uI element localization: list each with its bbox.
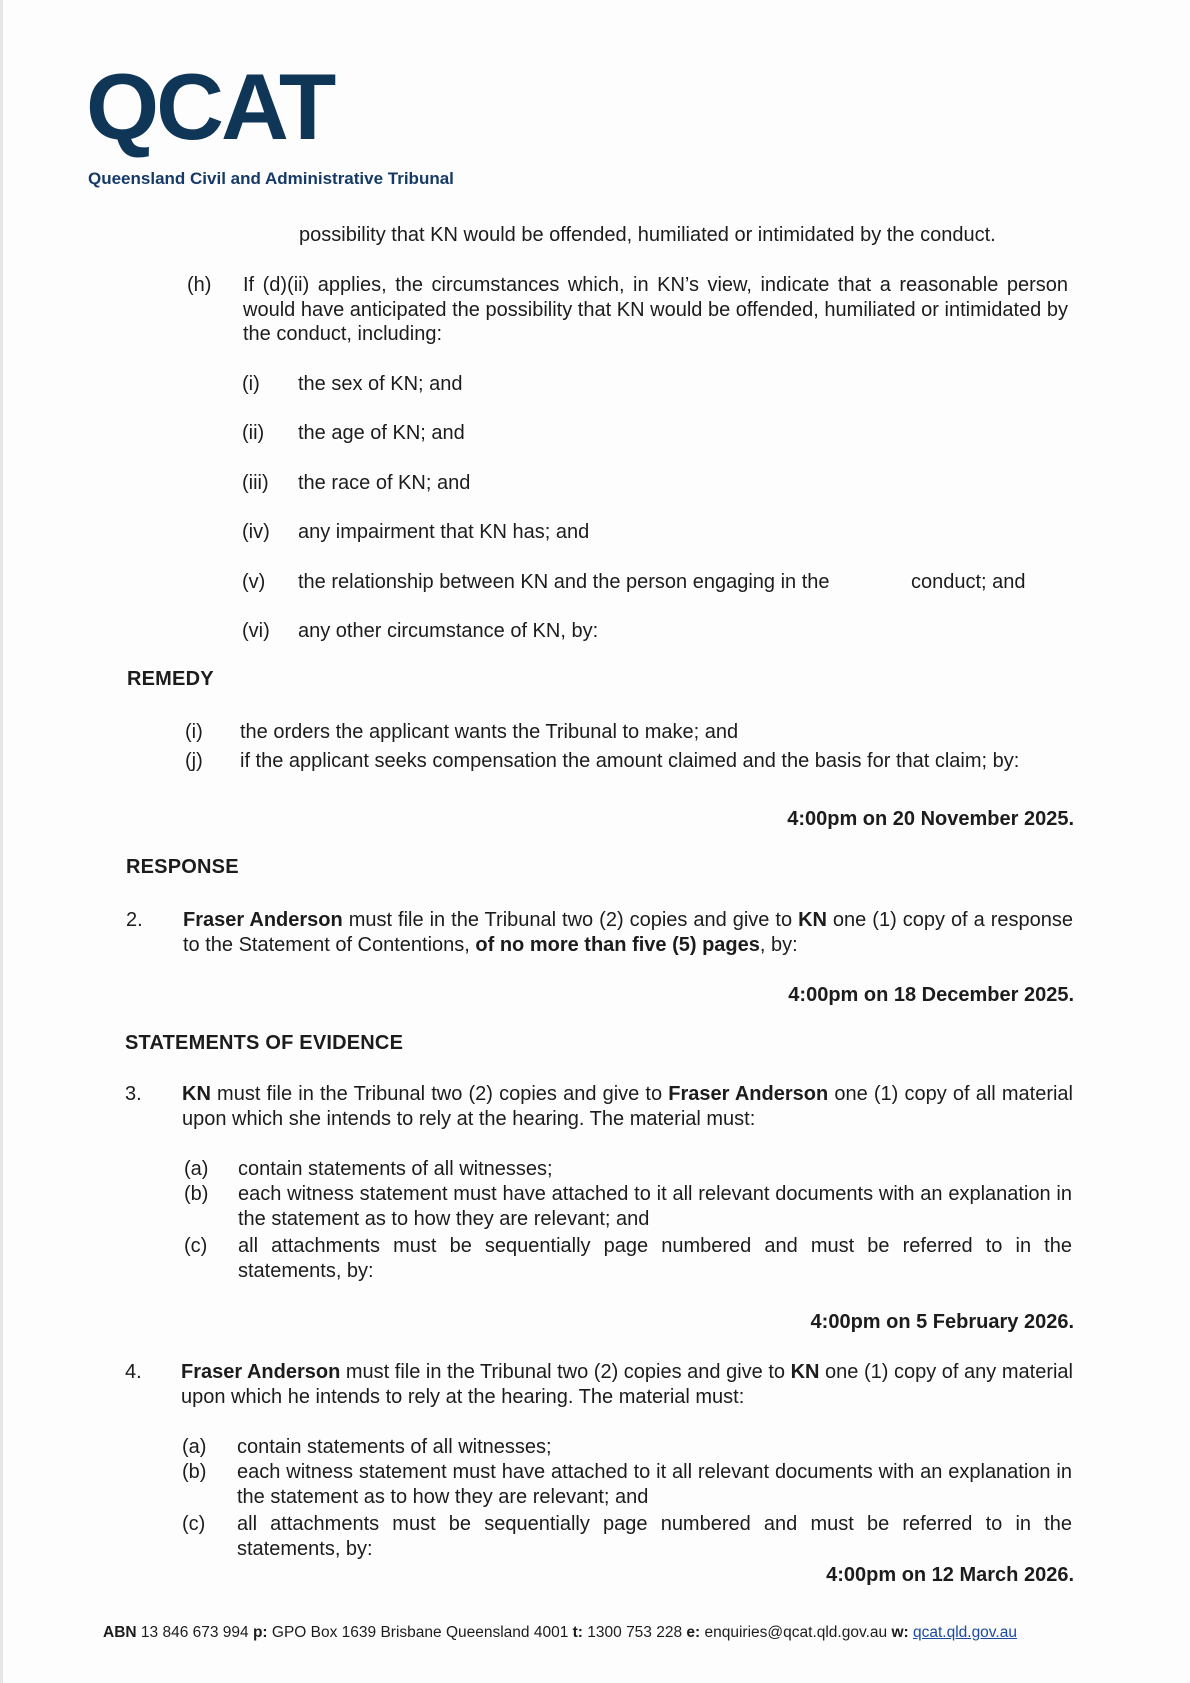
evidence-item-label: (c) — [182, 1513, 206, 1535]
postal-value: GPO Box 1639 Brisbane Queensland 4001 — [267, 1624, 573, 1641]
email-value: enquiries@qcat.qld.gov.au — [700, 1624, 892, 1641]
continuation-text: possibility that KN would be offended, humiliated or intimidated by the conduct. — [299, 224, 996, 246]
page-edge — [0, 0, 3, 1683]
web-label: w: — [891, 1624, 909, 1641]
order-text: one (1) copy of all material upon which she intends to rely at the hearing. The material must: — [182, 1083, 1073, 1130]
order-2-text — [183, 908, 1073, 957]
order-text: must file in the Tribunal two (2) copies and give to — [340, 1361, 791, 1383]
postal-label: p: — [252, 1624, 268, 1641]
order-3-text — [182, 1082, 1073, 1131]
email-label: e: — [686, 1624, 701, 1641]
evidence-item-text: each witness statement must have attached to it all relevant documents with an explanation in the statement as to how they are relevant; and — [237, 1461, 1072, 1508]
order-4-text — [181, 1360, 1073, 1409]
subitem-text: the race of KN; and — [298, 472, 471, 494]
evidence-item-text: contain statements of all witnesses; — [237, 1436, 552, 1458]
evidence-heading: STATEMENTS OF EVIDENCE — [125, 1032, 404, 1054]
order-text: must file in the Tribunal two (2) copies and give to — [210, 1083, 669, 1105]
order-text: , by: — [759, 933, 798, 956]
response-heading: RESPONSE — [126, 856, 239, 878]
abn-label: ABN — [103, 1624, 137, 1641]
remedy-item-label: (j) — [185, 750, 203, 772]
evidence-item-text: all attachments must be sequentially page numbered and must be referred to in the statements, by: — [237, 1513, 1072, 1560]
subitem-label: (iii) — [242, 472, 269, 494]
order-number: 3. — [125, 1083, 142, 1105]
footer-contact — [103, 1624, 1017, 1642]
response-deadline: 4:00pm on 18 December 2025. — [788, 984, 1074, 1006]
party-name: KN — [182, 1083, 211, 1105]
subitem-text: the sex of KN; and — [298, 373, 463, 395]
recipient-name: KN — [798, 909, 827, 931]
evidence-item-text: contain statements of all witnesses; — [238, 1158, 553, 1180]
subitem-text: the age of KN; and — [298, 422, 465, 444]
phone-label: t: — [572, 1624, 583, 1641]
party-name: Fraser Anderson — [183, 909, 343, 931]
phone-value: 1300 753 228 — [582, 1624, 687, 1641]
order-number: 4. — [125, 1361, 142, 1383]
page-limit: of no more than five (5) pages — [475, 933, 760, 956]
evidence-item-label: (b) — [184, 1183, 209, 1205]
evidence-item-label: (a) — [182, 1436, 207, 1458]
item-h-label: (h) — [187, 274, 212, 296]
order-3-deadline: 4:00pm on 5 February 2026. — [810, 1311, 1074, 1333]
evidence-item-label: (b) — [182, 1461, 207, 1483]
subitem-label: (iv) — [242, 521, 270, 543]
subitem-text: the relationship between KN and the person engaging in the — [298, 571, 830, 593]
remedy-heading: REMEDY — [127, 668, 214, 690]
subitem-label: (vi) — [242, 620, 270, 642]
item-h-text: If (d)(ii) applies, the circumstances which, in KN’s view, indicate that a reasonable person would have anticipated the possibility that KN would be offended, humiliated or intimidated by the conduct, including: — [243, 274, 1068, 345]
recipient-name: Fraser Anderson — [668, 1083, 829, 1105]
remedy-deadline: 4:00pm on 20 November 2025. — [787, 808, 1074, 830]
abn-value: 13 846 673 994 — [136, 1624, 253, 1641]
evidence-item-text: all attachments must be sequentially page numbered and must be referred to in the statements, by: — [238, 1235, 1072, 1282]
order-text: must file in the Tribunal two (2) copies and give to — [342, 909, 799, 931]
remedy-item-label: (i) — [185, 721, 203, 743]
subitem-text: any other circumstance of KN, by: — [298, 620, 599, 642]
order-text: one (1) copy of any material upon which he intends to rely at the hearing. The material must: — [181, 1361, 1073, 1408]
subitem-label: (v) — [242, 571, 266, 593]
order-4-deadline: 4:00pm on 12 March 2026. — [826, 1564, 1074, 1586]
logo-text: QCAT — [86, 54, 334, 159]
website-link[interactable]: qcat.qld.gov.au — [912, 1624, 1017, 1641]
recipient-name: KN — [790, 1361, 820, 1383]
qcat-logo — [86, 54, 334, 159]
evidence-item-label: (c) — [184, 1235, 208, 1257]
subitem-text-tail: conduct; and — [911, 571, 1026, 593]
order-number: 2. — [126, 909, 143, 931]
org-name: Queensland Civil and Administrative Tribunal — [88, 169, 454, 188]
party-name: Fraser Anderson — [181, 1361, 341, 1383]
remedy-item-text: the orders the applicant wants the Tribunal to make; and — [240, 721, 739, 743]
subitem-label: (i) — [242, 373, 260, 395]
order-text: one (1) copy of a response to the Statement of Contentions, — [183, 909, 1073, 956]
evidence-item-text: each witness statement must have attached to it all relevant documents with an explanation in the statement as to how they are relevant; and — [238, 1183, 1072, 1230]
subitem-text: any impairment that KN has; and — [298, 521, 590, 543]
subitem-label: (ii) — [242, 422, 265, 444]
evidence-item-label: (a) — [184, 1158, 209, 1180]
remedy-item-text: if the applicant seeks compensation the amount claimed and the basis for that claim; by: — [240, 750, 1020, 772]
